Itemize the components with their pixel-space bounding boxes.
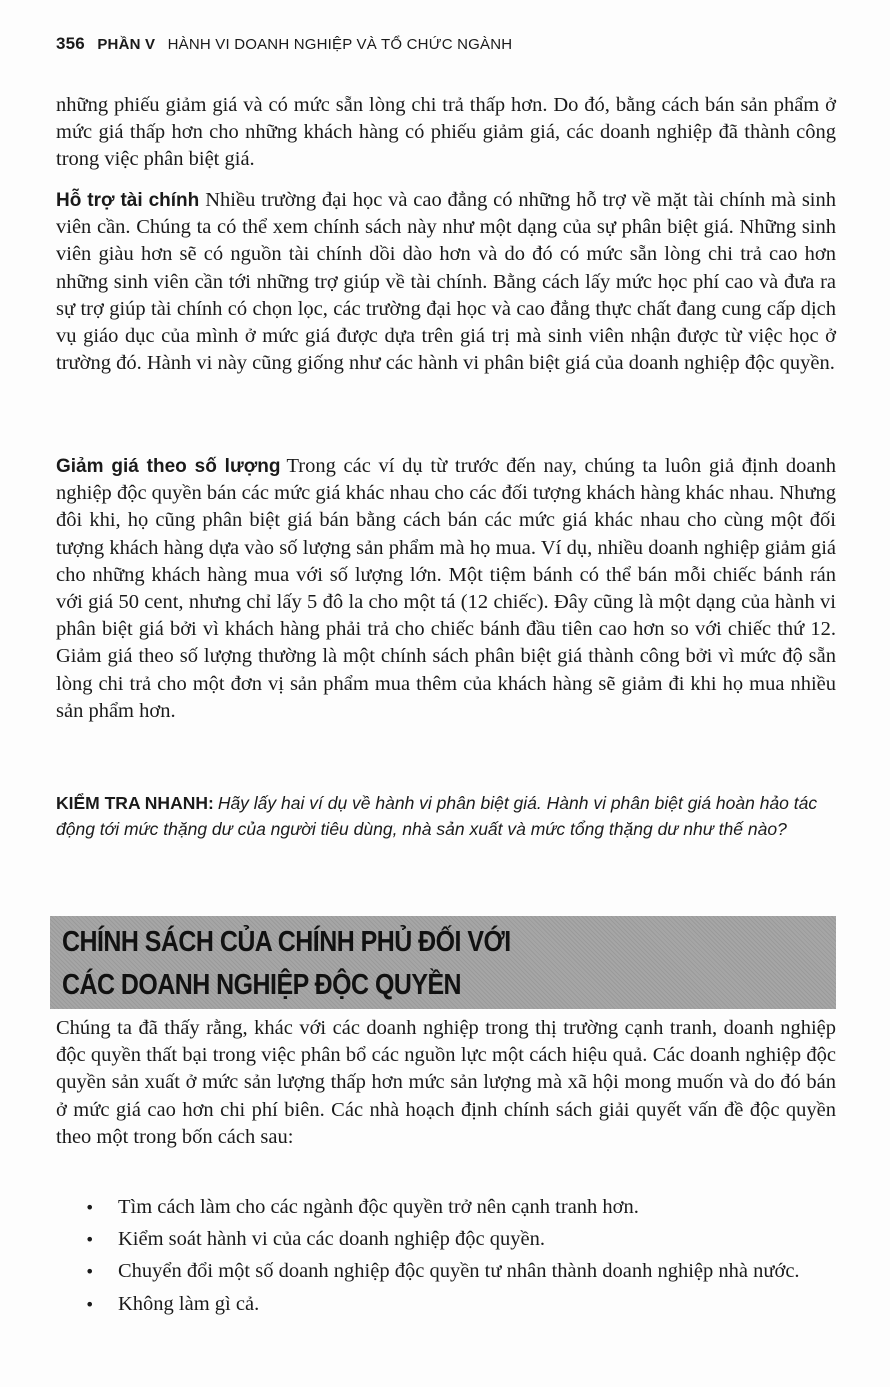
list-item-text: Không làm gì cả.: [118, 1292, 260, 1315]
paragraph-text: những phiếu giảm giá và có mức sẵn lòng chi trả thấp hơn. Do đó, bằng cách bán sản phẩm ở mức giá thấp hơn cho những khách hàng có phiếu giảm giá, các doanh nghiệp đã thành công trong việc phân biệt giá.: [56, 94, 836, 171]
list-item: [56, 1258, 836, 1285]
paragraph-quantity-discounts: [56, 453, 836, 725]
list-item-text: Kiểm soát hành vi của các doanh nghiệp độc quyền.: [118, 1228, 545, 1251]
run-in-heading-financial-aid: Hỗ trợ tài chính: [56, 190, 200, 211]
quick-check-box: [56, 790, 836, 842]
list-item: [56, 1291, 836, 1318]
list-item-text: Chuyển đổi một số doanh nghiệp độc quyền tư nhân thành doanh nghiệp nhà nước.: [118, 1260, 800, 1283]
paragraph-coupons-end: [56, 92, 836, 174]
section-title-line-1: CHÍNH SÁCH CỦA CHÍNH PHỦ ĐỐI VỚI: [62, 926, 511, 958]
bullet-icon: •: [85, 1230, 95, 1250]
section-heading-banner: [50, 916, 836, 1009]
bullet-icon: •: [85, 1294, 95, 1314]
paragraph-text: Nhiều trường đại học và cao đẳng có những hỗ trợ về mặt tài chính mà sinh viên cần. Chúng ta có thể xem chính sách này như một dạng của sự phân biệt giá. Những sinh viên giàu hơn sẽ có nguồn tài chính dồi dào hơn và do đó có mức sẵn lòng chi trả cao hơn những sinh viên cần tới những trợ giúp về tài chính. Bằng cách lấy mức học phí cao và đưa ra sự trợ giúp tài chính có chọn lọc, các trường đại học và cao đẳng thực chất đang cung cấp dịch vụ giáo dục của mình ở mức giá được dựa trên giá trị mà sinh viên nhận được từ việc học ở trường đó. Hành vi này cũng giống như các hành vi phân biệt giá của doanh nghiệp độc quyền.: [56, 189, 836, 375]
run-in-heading-quantity-discounts: Giảm giá theo số lượng: [56, 456, 281, 477]
section-title-line-2: CÁC DOANH NGHIỆP ĐỘC QUYỀN: [62, 969, 462, 1001]
bullet-icon: •: [85, 1198, 95, 1217]
quick-check-question: Hãy lấy hai ví dụ về hành vi phân biệt giá. Hành vi phân biệt giá hoàn hảo tác động tới mức thặng dư của người tiêu dùng, nhà sản xuất và mức tổng thặng dư như thế nào?: [56, 793, 818, 839]
quick-check-label: KIỂM TRA NHANH:: [56, 793, 214, 813]
paragraph-text: Trong các ví dụ từ trước đến nay, chúng ta luôn giả định doanh nghiệp độc quyền bán các mức giá khác nhau cho các đối tượng khách hàng khác nhau. Nhưng đôi khi, họ cũng phân biệt giá bán bằng cách bán các mức giá khác nhau cho cùng một đối tượng khách hàng dựa vào số lượng sản phẩm mà họ mua. Ví dụ, nhiều doanh nghiệp giảm giá cho những khách hàng mua với số lượng lớn. Một tiệm bánh có thể bán mỗi chiếc bánh rán với giá 50 cent, nhưng chỉ lấy 5 đô la cho một tá (12 chiếc). Đây cũng là một dạng của hành vi phân biệt giá bởi vì khách hàng phải trả cho chiếc bánh đầu tiên cao hơn so với chiếc thứ 12. Giảm giá theo số lượng thường là một chính sách phân biệt giá thành công bởi vì mức độ sẵn lòng chi trả cho một đơn vị sản phẩm mua thêm của khách hàng sẽ giảm đi khi họ mua nhiều sản phẩm hơn.: [56, 455, 836, 722]
part-title: HÀNH VI DOANH NGHIỆP VÀ TỔ CHỨC NGÀNH: [167, 36, 513, 53]
bullet-icon: •: [85, 1262, 95, 1282]
list-item-text: Tìm cách làm cho các ngành độc quyền trở nên cạnh tranh hơn.: [118, 1196, 639, 1218]
list-item: [56, 1226, 836, 1253]
paragraph-text: Chúng ta đã thấy rằng, khác với các doanh nghiệp trong thị trường cạnh tranh, doanh nghiệp độc quyền thất bại trong việc phân bổ các nguồn lực một cách hiệu quả. Các doanh nghiệp độc quyền sản xuất ở mức sản lượng thấp hơn mức sản lượng mà xã hội mong muốn và do đó bán ở mức giá cao hơn chi phí biên. Các nhà hoạch định chính sách giải quyết vấn đề độc quyền theo một trong bốn cách sau:: [56, 1017, 836, 1148]
running-header: [56, 34, 512, 54]
list-item: [56, 1194, 836, 1221]
page-number: 356: [56, 34, 85, 53]
paragraph-government-policy: [56, 1015, 836, 1151]
paragraph-financial-aid: [56, 187, 836, 377]
part-label: PHẦN V: [97, 36, 156, 53]
policy-options-list: [56, 1194, 836, 1323]
